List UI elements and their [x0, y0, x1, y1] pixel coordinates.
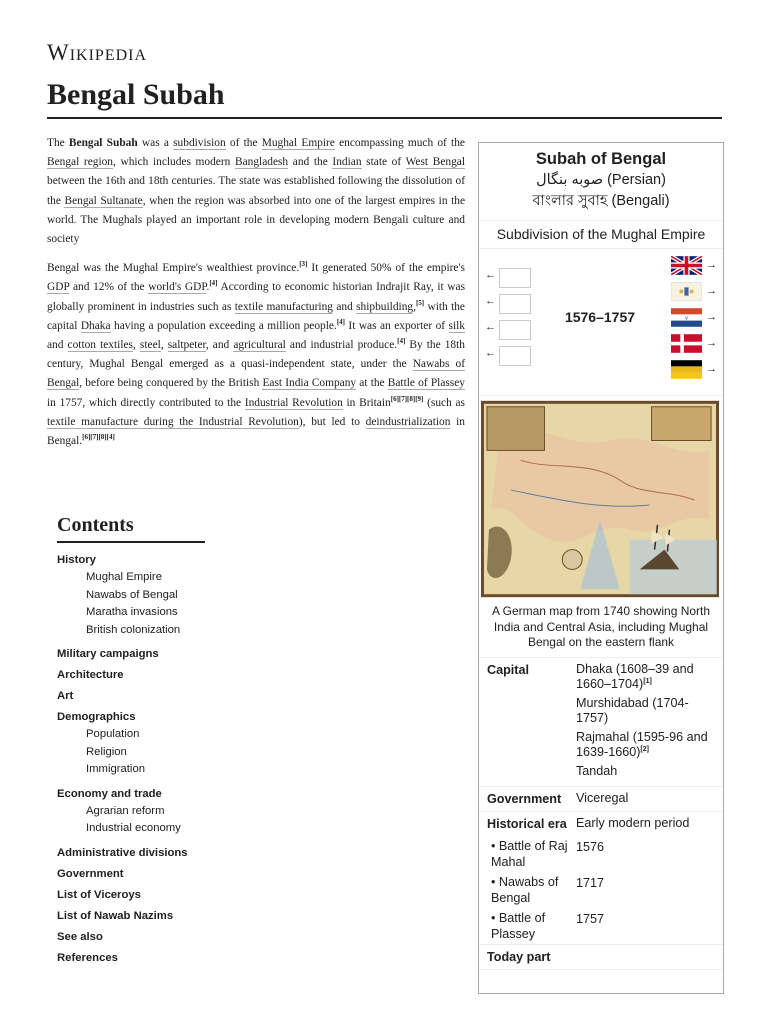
events-list: [479, 836, 723, 944]
toc-subitem[interactable]: Population: [86, 728, 140, 740]
capital-item[interactable]: [576, 696, 717, 727]
right-arrow-icon: →: [706, 311, 717, 323]
infobox-subtitle[interactable]: Subdivision of the Mughal Empire: [479, 221, 723, 249]
infobox-name-bengali: বাংলার সুবাহ (Bengali): [532, 193, 670, 209]
historical-era-label: Historical era: [487, 817, 567, 831]
article-body: [47, 134, 465, 461]
event-label[interactable]: • Nawabs of Bengal: [491, 875, 559, 905]
historical-era-row: [479, 812, 723, 836]
event-row: [479, 908, 723, 944]
infobox: [478, 142, 724, 994]
government-label: Government: [487, 792, 562, 806]
right-arrow-icon: →: [706, 285, 717, 297]
toc-subitem[interactable]: Industrial economy: [86, 822, 181, 834]
toc-item[interactable]: Military campaigns: [57, 648, 159, 660]
event-label[interactable]: • Battle of Raj Mahal: [491, 839, 568, 869]
toc-subitem[interactable]: Maratha invasions: [86, 606, 178, 618]
capital-item[interactable]: [576, 730, 717, 761]
infobox-header: [479, 143, 723, 221]
toc-item[interactable]: Art: [57, 690, 74, 702]
toc-item[interactable]: Economy and trade: [57, 787, 162, 800]
left-arrow-icon: ←: [485, 295, 496, 307]
right-arrow-icon: →: [706, 337, 717, 349]
capital-item[interactable]: [576, 764, 717, 780]
event-label[interactable]: • Battle of Plassey: [491, 911, 546, 941]
title-divider: [47, 117, 722, 119]
toc-heading: Contents: [57, 514, 205, 543]
capital-list: [572, 658, 723, 787]
danish-flag-icon[interactable]: [671, 334, 702, 353]
toc-subitem[interactable]: British colonization: [86, 623, 181, 636]
left-arrow-icon: ←: [485, 347, 496, 359]
toc-subitem[interactable]: Nawabs of Bengal: [86, 588, 178, 601]
event-year: 1717: [576, 876, 605, 890]
infobox-name-persian: صوبه بنگال (Persian): [536, 172, 666, 188]
event-year: 1757: [576, 912, 605, 926]
predecessor-link[interactable]: [485, 269, 535, 287]
today-part-label: Today part: [487, 950, 551, 964]
imperial-flag-icon[interactable]: [671, 360, 702, 379]
government-row: [479, 787, 723, 812]
toc-item[interactable]: References: [57, 951, 118, 964]
capital-name: Murshidabad (1704-1757): [576, 695, 689, 725]
right-arrow-icon: →: [706, 363, 717, 375]
toc-item[interactable]: See also: [57, 930, 103, 943]
flag-placeholder-icon: [499, 320, 531, 340]
wikipedia-wordmark[interactable]: Wikipedia: [47, 40, 148, 65]
table-of-contents: [57, 514, 205, 967]
toc-subitem[interactable]: Agrarian reform: [86, 804, 165, 817]
economy-paragraph: Bengal was the Mughal Empire's wealthiest province.[3] It generated 50% of the empire's GDP and 12% of the world's GDP.[4] According to economic historian Indrajit Ray, it was globally prominent in industries such as textile manufacturing and shipbuilding,[5] with the capital Dhaka having a population exceeding a million people.[4] It was an exporter of silk and cotton textiles, steel, saltpeter, and agricultural and industrial produce.[4] By the 18th century, Mughal Bengal emerged as a quasi-independent state, under the Nawabs of Bengal, before being conquered by the British East India Company at the Battle of Plassey in 1757, which directly contributed to the Industrial Revolution in Britain[6][7][8][9] (such as textile manufacture during the Industrial Revolution), but led to deindustrialization in Bengal.[6][7][8][4]: [47, 260, 465, 448]
historical-era-value[interactable]: Early modern period: [576, 816, 690, 830]
citation-ref[interactable]: [2]: [640, 745, 649, 753]
predecessor-link[interactable]: [485, 347, 535, 365]
left-arrow-icon: ←: [485, 321, 496, 333]
government-value: Viceregal: [576, 791, 629, 805]
predecessor-link[interactable]: [485, 321, 535, 339]
event-year: 1576: [576, 840, 605, 854]
toc-list: [57, 551, 205, 967]
right-arrow-icon: →: [706, 259, 717, 271]
map-caption: A German map from 1740 showing North India and Central Asia, including Mughal Bengal on the eastern flank: [479, 600, 723, 658]
intro-paragraph: The Bengal Subah was a subdivision of the Mughal Empire encompassing much of the Bengal region, which includes modern Bangladesh and the Indian state of West Bengal between the 16th and 18th centuries. The state was established following the dissolution of the Bengal Sultanate, when the region was absorbed into one of the largest empires in the world. The Mughals played an important role in developing modern Bengali culture and society: [47, 137, 465, 246]
capital-name: Rajmahal (1595-96 and 1639-1660): [576, 729, 708, 759]
capital-label: Capital: [487, 662, 529, 677]
page-title: Bengal Subah: [47, 78, 225, 111]
toc-item[interactable]: Administrative divisions: [57, 846, 188, 859]
capital-item[interactable]: [576, 662, 717, 693]
dutch-company-flag-icon[interactable]: [671, 308, 702, 327]
infobox-name: Subah of Bengal: [535, 150, 667, 168]
union-jack-flag-icon[interactable]: [671, 256, 702, 275]
map-container: [479, 396, 723, 600]
toc-item[interactable]: History: [57, 554, 96, 566]
toc-item[interactable]: Government: [57, 867, 124, 880]
today-part-row: [479, 944, 723, 970]
toc-subitem[interactable]: Religion: [86, 745, 127, 758]
flag-placeholder-icon: [499, 346, 531, 366]
event-row: [479, 872, 723, 908]
predecessor-link[interactable]: [485, 295, 535, 313]
french-royal-flag-icon[interactable]: [671, 282, 702, 301]
toc-subitem[interactable]: Mughal Empire: [86, 571, 162, 583]
historical-map-image[interactable]: [481, 400, 719, 598]
event-row: [479, 836, 723, 872]
toc-subitem[interactable]: Immigration: [86, 763, 146, 775]
flag-placeholder-icon: [499, 294, 531, 314]
capital-name: Tandah: [576, 763, 618, 778]
toc-item[interactable]: List of Viceroys: [57, 888, 141, 901]
svg-text:v: v: [684, 315, 689, 322]
flag-placeholder-icon: [499, 268, 531, 288]
capital-row: [479, 658, 723, 788]
toc-item[interactable]: Demographics: [57, 711, 136, 723]
left-arrow-icon: ←: [485, 269, 496, 281]
capital-name: Dhaka (1608–39 and 1660–1704): [576, 661, 694, 691]
infobox-years: 1576–1757: [564, 309, 636, 325]
citation-ref[interactable]: [1]: [643, 677, 652, 685]
predecessor-successor-row: [479, 249, 723, 396]
toc-item[interactable]: List of Nawab Nazims: [57, 909, 174, 922]
toc-item[interactable]: Architecture: [57, 669, 124, 681]
